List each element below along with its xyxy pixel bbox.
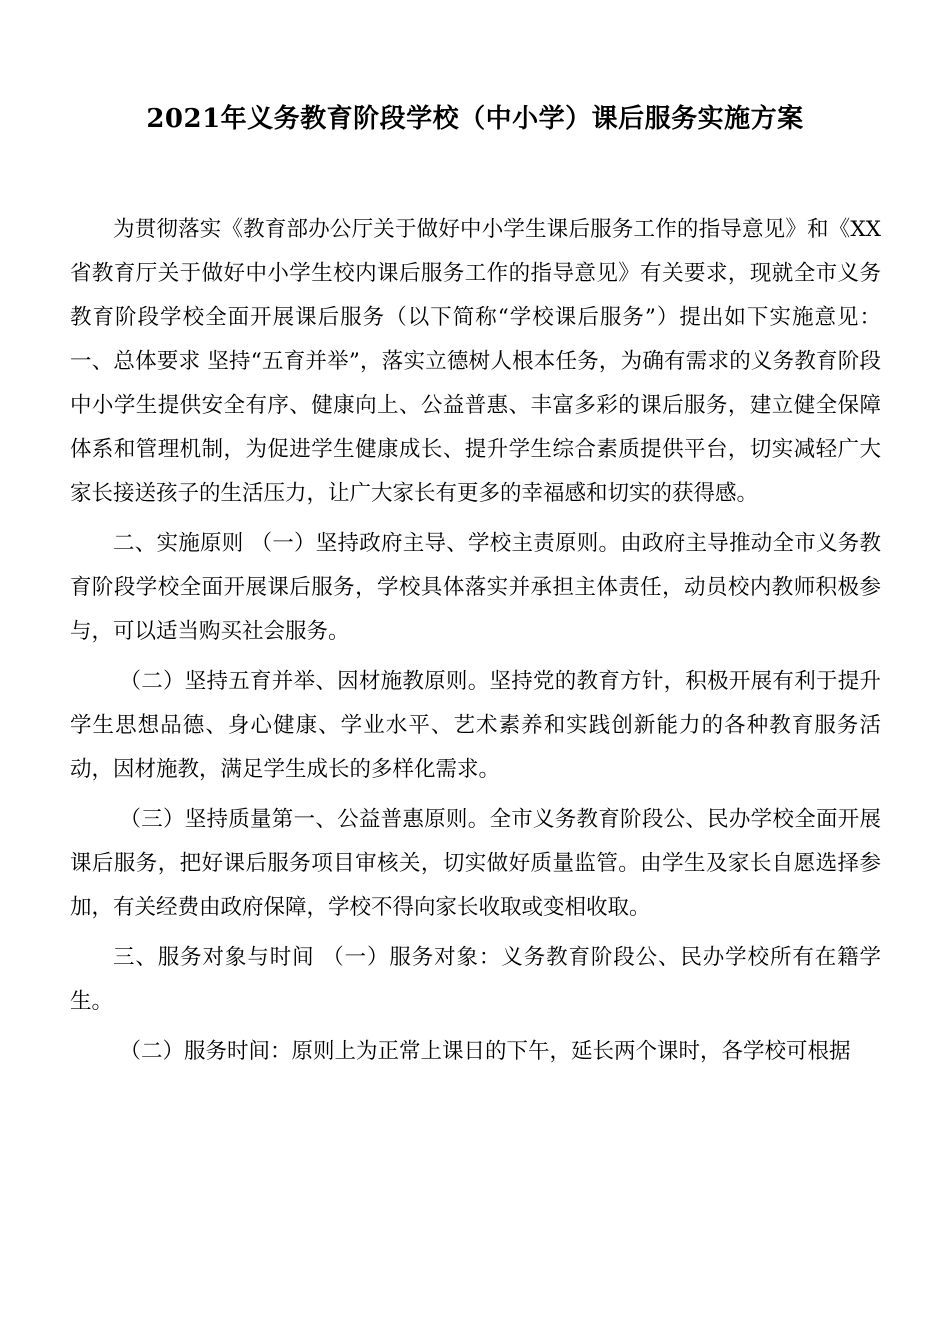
paragraph-service-target: 三、服务对象与时间 （一）服务对象：义务教育阶段公、民办学校所有在籍学生。 <box>70 945 881 1014</box>
paragraph-principle-2: （二）坚持五育并举、因材施教原则。坚持党的教育方针，积极开展有利于提升学生思想品德、身心健康、学业水平、艺术素养和实践创新能力的各种教育服务活动，因材施教，满足学生成长的多样化需求。 <box>70 669 881 782</box>
paragraph-service-time: （二）服务时间：原则上为正常上课日的下午，延长两个课时，各学校可根据 <box>119 1039 851 1064</box>
paragraph-principles: 二、实施原则 （一）坚持政府主导、学校主责原则。由政府主导推动全市义务教育阶段学校全面开展课后服务，学校具体落实并承担主体责任，动员校内教师积极参与，可以适当购买社会服务。 <box>70 531 881 644</box>
paragraph-intro: 为贯彻落实《教育部办公厅关于做好中小学生课后服务工作的指导意见》和《XX省教育厅关于做好中小学生校内课后服务工作的指导意见》有关要求，现就全市义务教育阶段学校全面开展课后服务（以下简称“学校课后服务”）提出如下实施意见： 一、总体要求 坚持“五育并举”，落实立德树人根本任务，为确有需求的义务教育阶段中小学生提供安全有序、健康向上、公益普惠、丰富多彩的课后服务，建立健全保障体系和管理机制，为促进学生健康成长、提升学生综合素质提供平台，切实减轻广大家长接送孩子的生活压力，让广大家长有更多的幸福感和切实的获得感。 <box>70 217 881 506</box>
document-body <box>70 208 881 1080</box>
paragraph-principle-3: （三）坚持质量第一、公益普惠原则。全市义务教育阶段公、民办学校全面开展课后服务，把好课后服务项目审核关，切实做好质量监管。由学生及家长自愿选择参加，有关经费由政府保障，学校不得向家长收取或变相收取。 <box>70 807 881 920</box>
document-title: 2021年义务教育阶段学校（中小学）课后服务实施方案 <box>146 104 804 134</box>
